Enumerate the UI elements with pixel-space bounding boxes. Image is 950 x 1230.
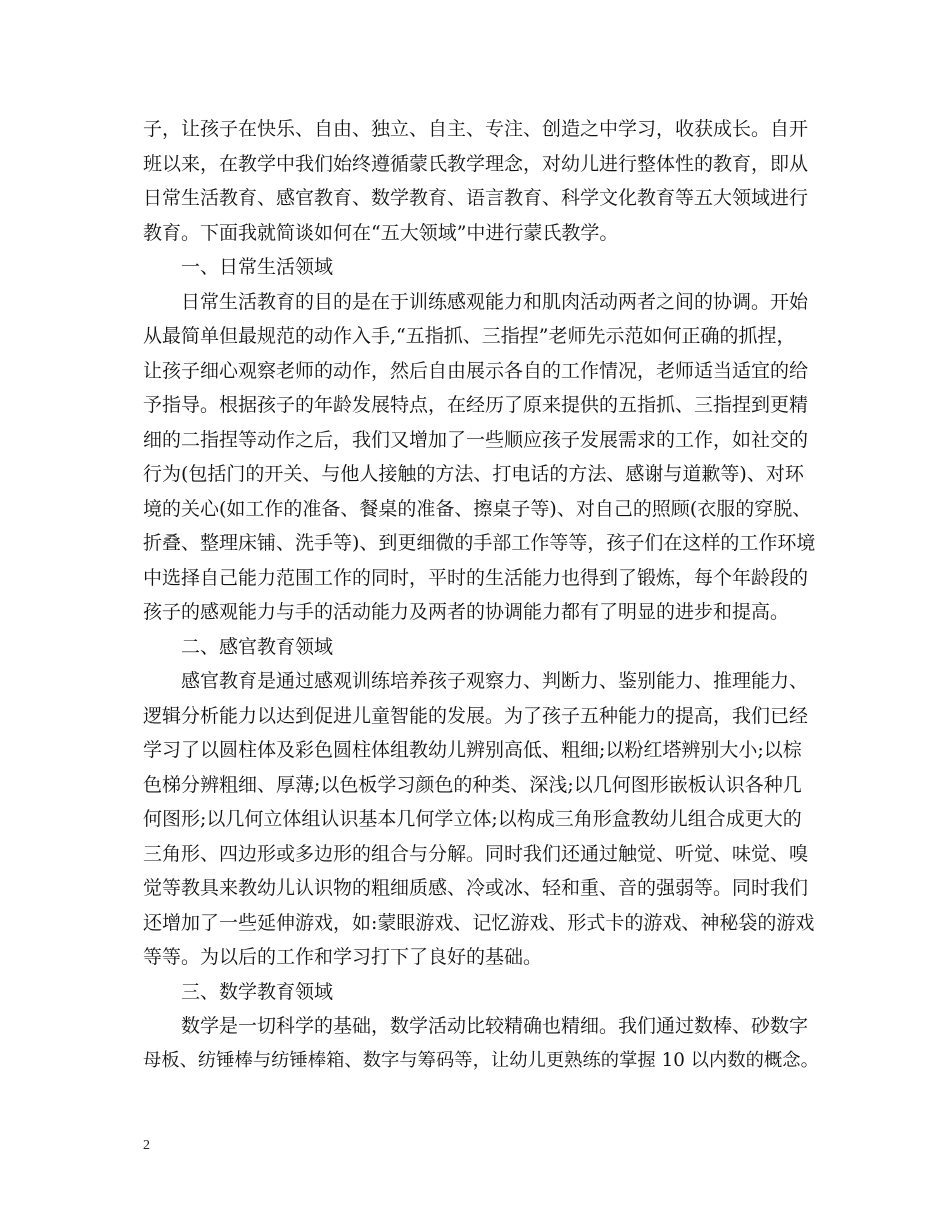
text-line: 细的二指捏等动作之后，我们又增加了一些顺应孩子发展需求的工作，如社交的	[143, 428, 809, 451]
text-line: 孩子的感观能力与手的活动能力及两者的协调能力都有了明显的进步和提高。	[143, 601, 790, 623]
text-line: 数学是一切科学的基础，数学活动比较精确也精细。我们通过数棒、砂数字	[181, 1015, 809, 1037]
document-body	[143, 112, 819, 1078]
text-line: 学习了以圆柱体及彩色圆柱体组教幼儿辨别高低、粗细;以粉红塔辨别大小;以棕	[143, 739, 802, 761]
text-line: 子，让孩子在快乐、自由、独立、自主、专注、创造之中学习，收获成长。自开	[143, 118, 809, 140]
text-line: 日常生活教育、感官教育、数学教育、语言教育、科学文化教育等五大领域进行	[143, 187, 809, 209]
text-line: 三角形、四边形或多边形的组合与分解。同时我们还通过触觉、听觉、味觉、嗅	[143, 842, 809, 865]
text-line: 行为(包括门的开关、与他人接触的方法、打电话的方法、感谢与道歉等)、对环	[143, 463, 804, 485]
text-line: 让孩子细心观察老师的动作，然后自由展示各自的工作情况，老师适当适宜的给	[143, 359, 809, 382]
text-line: 色梯分辨粗细、厚薄;以色板学习颜色的种类、深浅;以几何图形嵌板认识各种几	[143, 773, 802, 796]
text-line: 予指导。根据孩子的年龄发展特点，在经历了原来提供的五指抓、三指捏到更精	[143, 394, 809, 416]
text-line: 教育。下面我就简谈如何在“五大领域”中进行蒙氏教学。	[143, 221, 619, 244]
text-line: 折叠、整理床铺、洗手等)、到更细微的手部工作等等，孩子们在这样的工作环境	[143, 532, 816, 554]
text-line: 逻辑分析能力以达到促进儿童智能的发展。为了孩子五种能力的提高，我们已经	[143, 704, 809, 727]
text-line: 等等。为以后的工作和学习打下了良好的基础。	[143, 946, 543, 968]
text-line: 三、数学教育领域	[181, 980, 334, 1003]
text-line: 二、感官教育领域	[181, 635, 334, 658]
text-line: 觉等教具来教幼儿认识物的粗细质感、冷或冰、轻和重、音的强弱等。同时我们	[143, 877, 809, 899]
text-line: 日常生活教育的目的是在于训练感观能力和肌肉活动两者之间的协调。开始	[181, 290, 809, 313]
text-line: 中选择自己能力范围工作的同时，平时的生活能力也得到了锻炼，每个年龄段的	[143, 566, 809, 589]
text-line: 班以来，在教学中我们始终遵循蒙氏教学理念，对幼儿进行整体性的教育，即从	[143, 152, 809, 175]
text-line: 还增加了一些延伸游戏，如:蒙眼游戏、记忆游戏、形式卡的游戏、神秘袋的游戏	[143, 911, 815, 934]
text-line: 境的关心(如工作的准备、餐桌的准备、擦桌子等)、对自己的照顾(衣服的穿脱、	[143, 497, 812, 520]
text-line: 母板、纺锤棒与纺锤棒箱、数字与筹码等，让幼儿更熟练的掌握 10 以内数的概念。	[143, 1049, 819, 1071]
text-line: 感官教育是通过感观训练培养孩子观察力、判断力、鉴别能力、推理能力、	[181, 670, 809, 692]
text-line: 一、日常生活领域	[181, 256, 334, 278]
text-line: 何图形;以几何立体组认识基本几何学立体;以构成三角形盒教幼儿组合成更大的	[143, 808, 802, 830]
text-line: 从最简单但最规范的动作入手,“五指抓、三指捏”老师先示范如何正确的抓捏，	[143, 325, 796, 347]
page-number: 2	[143, 1138, 150, 1153]
